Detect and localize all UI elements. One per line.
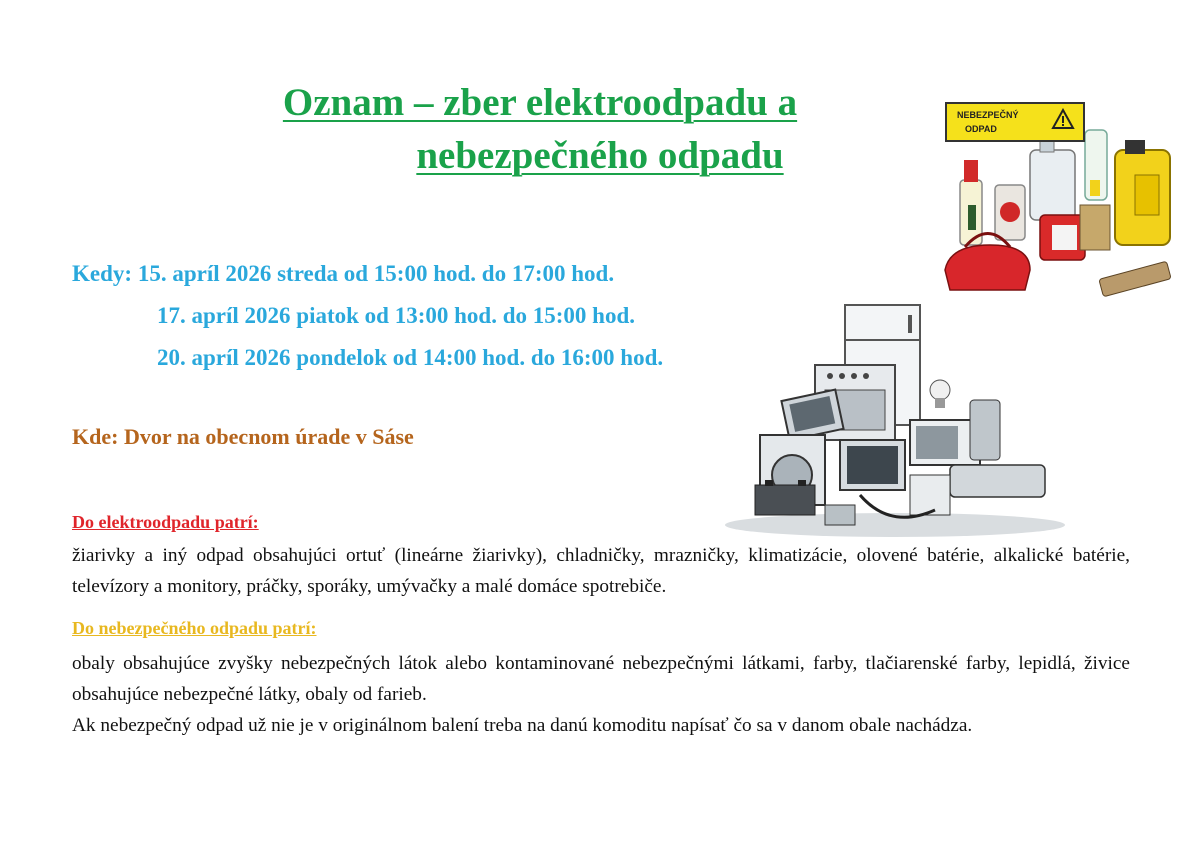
date-2: 17. apríl 2026 piatok od 13:00 hod. do 15:00 hod. <box>157 303 635 328</box>
hazardous-waste-text: obaly obsahujúce zvyšky nebezpečných látok alebo kontaminované nebezpečnými látkami, farby, tlačiarenské farby, lepidlá, živice obsahujúce nebezpečné látky, obaly od farieb. <box>72 653 1130 705</box>
hazard-sign-line-1: NEBEZPEČNÝ <box>957 110 1019 120</box>
hazardous-waste-note: Ak nebezpečný odpad už nie je v originálnom balení treba na danú komoditu napísať čo sa v danom obale nachádza. <box>72 715 973 736</box>
date-3: 20. apríl 2026 pondelok od 14:00 hod. do 16:00 hod. <box>157 345 664 370</box>
electro-waste-heading: Do elektroodpadu patrí: <box>72 512 259 532</box>
hazardous-waste-text-block <box>72 648 1130 741</box>
date-row <box>72 295 663 337</box>
warning-triangle-icon <box>1051 108 1075 130</box>
when-label: Kedy: <box>72 261 133 286</box>
date-row <box>72 337 663 379</box>
date-1: 15. apríl 2026 streda od 15:00 hod. do 17:00 hod. <box>137 261 615 286</box>
hazardous-waste-illustration <box>940 120 1180 305</box>
collection-location: Kde: Dvor na obecnom úrade v Sáse <box>72 424 414 449</box>
collection-dates <box>72 253 663 379</box>
date-row <box>72 253 663 295</box>
hazardous-waste-heading: Do nebezpečného odpadu patrí: <box>72 618 317 638</box>
title-line-2: nebezpečného odpadu <box>416 134 784 177</box>
hazardous-waste-sign <box>945 102 1085 142</box>
title-line-1: Oznam – zber elektroodpadu a <box>282 81 798 124</box>
hazard-sign-line-2: ODPAD <box>965 124 997 134</box>
electro-waste-text: žiarivky a iný odpad obsahujúci ortuť (lineárne žiarivky), chladničky, mrazničky, klimatizácie, olovené batérie, alkalické batérie, televízory a monitory, práčky, sporáky, umývačky a malé domáce spotrebiče. <box>72 545 1130 597</box>
electronic-waste-illustration <box>720 300 1070 540</box>
